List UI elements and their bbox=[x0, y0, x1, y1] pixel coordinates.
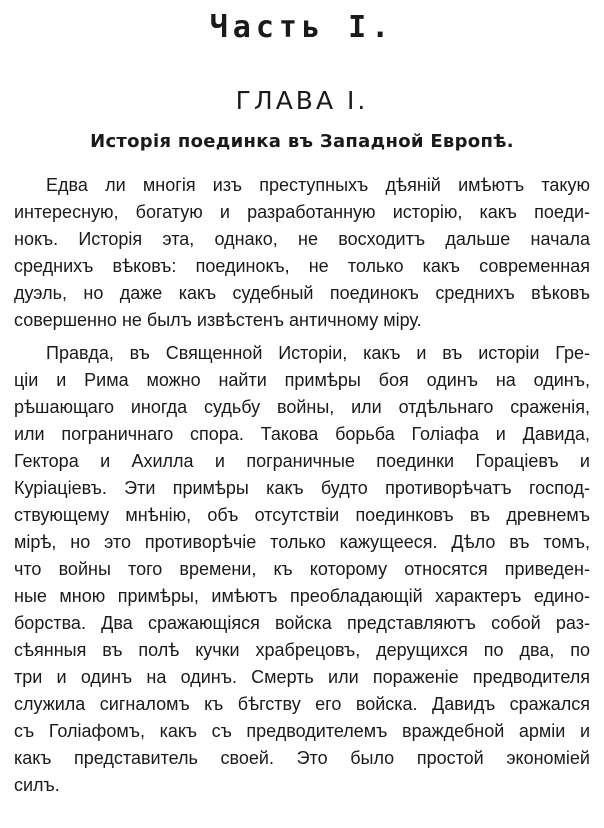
section-title: Исторія поединка въ Западной Европѣ. bbox=[90, 131, 514, 152]
text-line: нокъ. Исторія эта, однако, не восходитъ дальше начала bbox=[14, 229, 590, 249]
chapter-title: ГЛАВА I. bbox=[235, 86, 369, 115]
text-line: служила сигналомъ къ бѣгству его войска. Давидъ сражался bbox=[14, 694, 590, 714]
text-line: среднихъ вѣковъ: поединокъ, не только какъ современная bbox=[14, 256, 590, 276]
text-line: силъ. bbox=[14, 775, 60, 795]
text-line: сѣянныя въ полѣ кучки храбрецовъ, дерущихся по два, по bbox=[14, 640, 590, 660]
text-line: три и одинъ на одинъ. Смерть или пораженіе предводителя bbox=[14, 667, 590, 687]
text-line: совершенно не былъ извѣстенъ античному міру. bbox=[14, 310, 422, 330]
text-line: дуэль, но даже какъ судебный поединокъ среднихъ вѣковъ bbox=[14, 283, 590, 303]
text-line: борства. Два сражающіяся войска представляютъ собой раз- bbox=[14, 613, 590, 633]
text-line: съ Голіафомъ, какъ съ предводителемъ враждебной арміи и bbox=[14, 721, 590, 741]
text-line: или пограничнаго спора. Такова борьба Голіафа и Давида, bbox=[14, 424, 590, 444]
text-line: ціи и Рима можно найти примѣры боя одинъ на одинъ, bbox=[14, 370, 590, 390]
text-line: что войны того времени, къ которому относятся приведен- bbox=[14, 559, 590, 579]
text-line: Правда, въ Священной Исторіи, какъ и въ исторіи Гре- bbox=[46, 343, 590, 363]
text-line: Гектора и Ахилла и пограничные поединки Гораціевъ и bbox=[14, 451, 590, 471]
text-line: какъ представитель своей. Это было простой экономіей bbox=[14, 748, 590, 768]
text-line: Едва ли многія изъ преступныхъ дѣяній имѣютъ такую bbox=[46, 175, 590, 195]
text-line: мірѣ, но это противорѣчіе только кажущееся. Дѣло въ томъ, bbox=[14, 532, 590, 552]
text-line: интересную, богатую и разработанную исторію, какъ поеди- bbox=[14, 202, 590, 222]
text-line: ствующему мнѣнію, объ отсутствіи поединковъ въ древнемъ bbox=[14, 505, 590, 525]
part-title: Часть I. bbox=[209, 10, 395, 45]
text-line: рѣшающаго иногда судьбу войны, или отдѣльнаго сраженія, bbox=[14, 397, 590, 417]
text-line: Куріаціевъ. Эти примѣры какъ будто противорѣчатъ господ- bbox=[14, 478, 590, 498]
text-line: ные мною примѣры, имѣютъ преобладающій характеръ едино- bbox=[14, 586, 590, 606]
